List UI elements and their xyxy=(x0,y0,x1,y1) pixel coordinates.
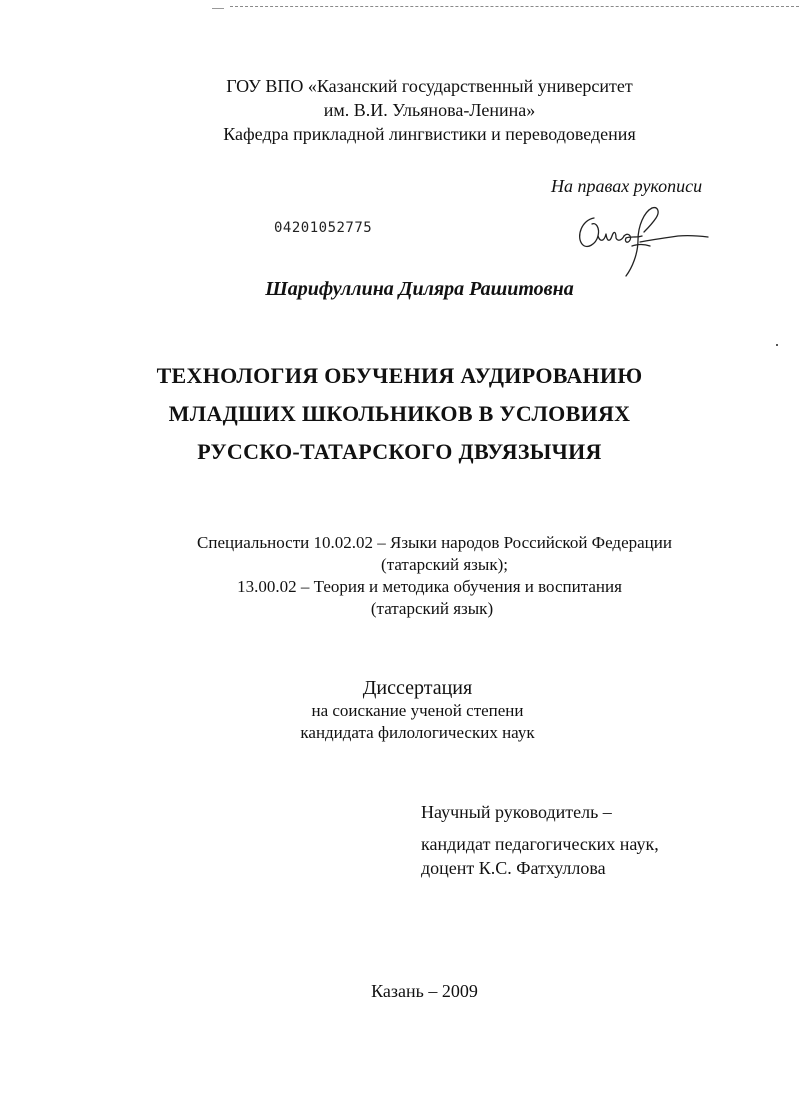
dissertation-title xyxy=(0,357,799,471)
document-number: 04201052775 xyxy=(274,220,373,236)
scan-speck xyxy=(776,344,778,346)
specialty-line-4: (татарский язык) xyxy=(370,599,494,618)
scan-artifact-line xyxy=(212,8,224,9)
dissertation-heading: Диссертация xyxy=(362,677,473,699)
place-and-year: Казань – 2009 xyxy=(371,981,478,1001)
degree-line-2: кандидата филологических наук xyxy=(300,723,535,742)
institution-line-1: ГОУ ВПО «Казанский государственный университет xyxy=(226,76,633,96)
manuscript-rights-note: На правах рукописи xyxy=(551,176,703,196)
title-line-1: ТЕХНОЛОГИЯ ОБУЧЕНИЯ АУДИРОВАНИЮ xyxy=(156,363,643,388)
degree-description xyxy=(18,700,799,744)
advisor-degree: кандидат педагогических наук, xyxy=(421,834,659,854)
institution-line-2: им. В.И. Ульянова-Ленина» xyxy=(323,100,536,120)
degree-line-1: на соискание ученой степени xyxy=(311,701,524,720)
specialties-block xyxy=(0,532,799,620)
handwritten-signature xyxy=(572,206,712,278)
department-line: Кафедра прикладной лингвистики и переводоведения xyxy=(223,124,636,144)
institution-header xyxy=(30,74,799,146)
advisor-name: доцент К.С. Фатхуллова xyxy=(421,858,606,878)
advisor-label: Научный руководитель – xyxy=(421,802,612,822)
scientific-advisor xyxy=(421,800,659,880)
author-name: Шарифуллина Диляра Рашитовна xyxy=(265,278,574,300)
specialty-line-3: 13.00.02 – Теория и методика обучения и воспитания xyxy=(237,577,622,596)
scan-artifact-dashed-line xyxy=(230,6,799,7)
title-line-3: РУССКО-ТАТАРСКОГО ДВУЯЗЫЧИЯ xyxy=(197,439,602,464)
specialty-line-2: (татарский язык); xyxy=(381,555,508,574)
title-line-2: МЛАДШИХ ШКОЛЬНИКОВ В УСЛОВИЯХ xyxy=(168,401,631,426)
specialty-line-1: Специальности 10.02.02 – Языки народов Российской Федерации xyxy=(197,533,672,552)
